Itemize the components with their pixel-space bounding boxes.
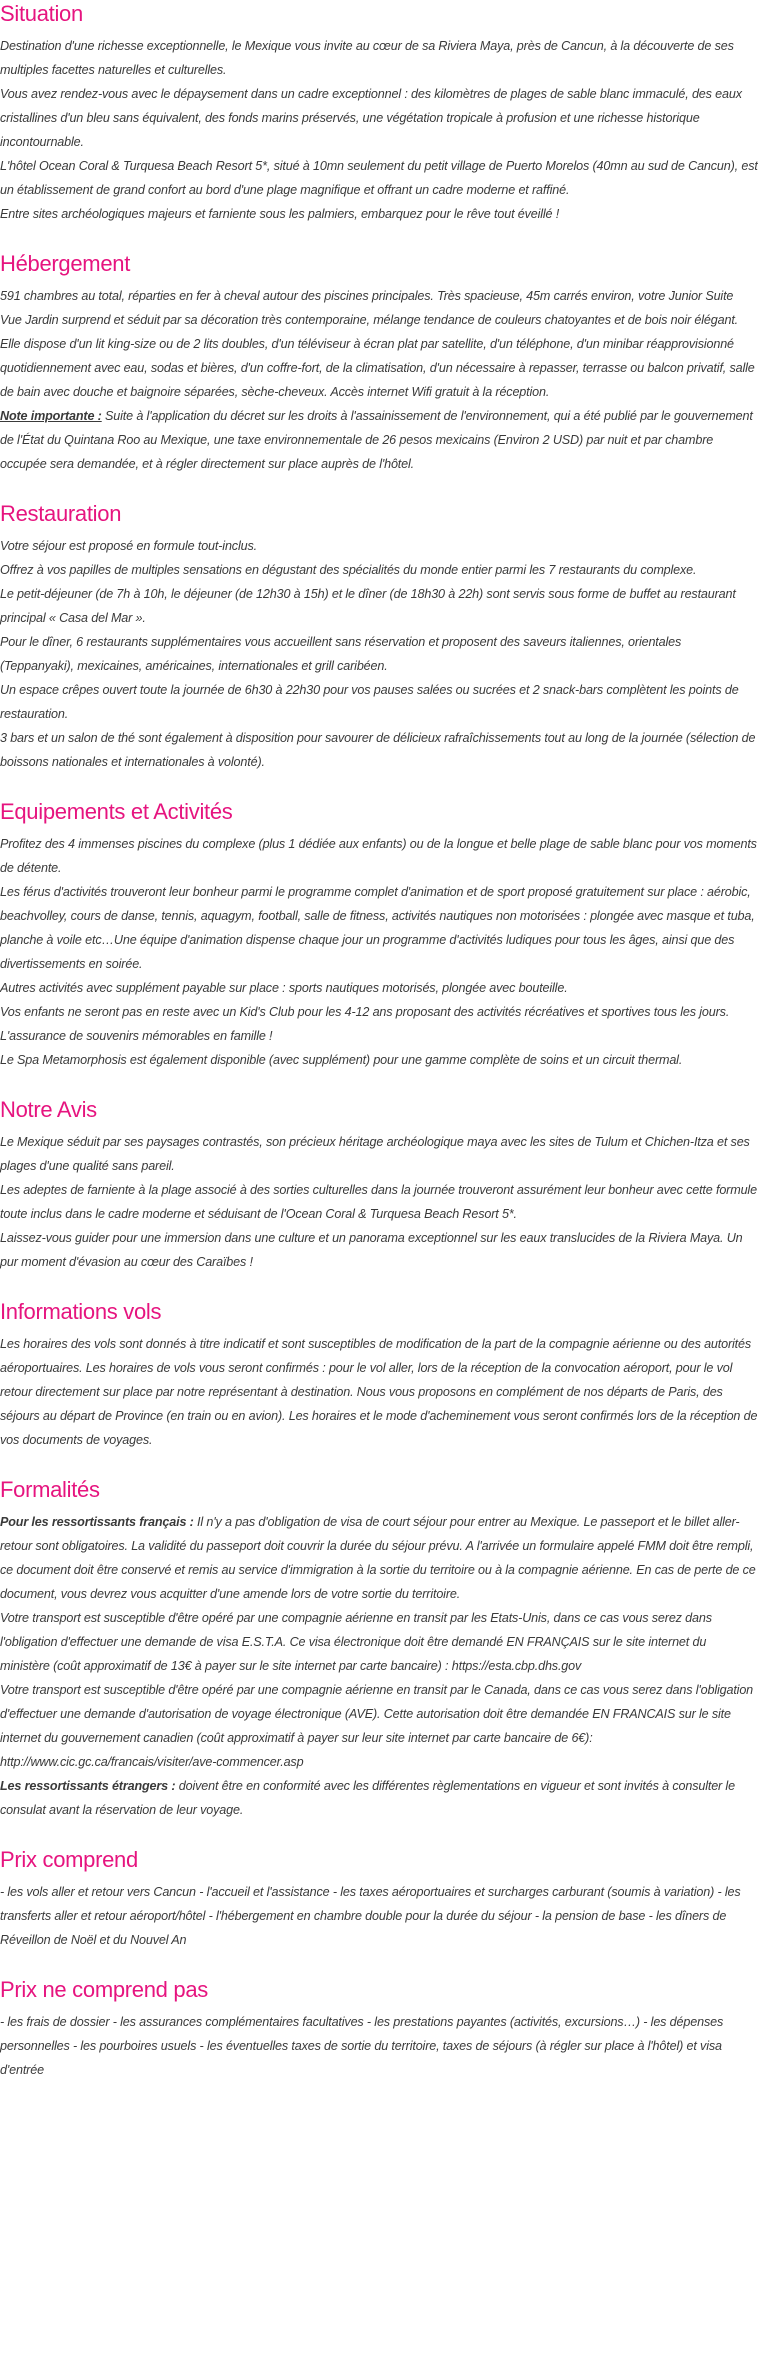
section-title-formalites: Formalités	[0, 1477, 100, 1502]
paragraph: L'hôtel Ocean Coral & Turquesa Beach Resort 5*, situé à 10mn seulement du petit village de Puerto Morelos (40mn au sud de Cancun), est un établissement de grand confort au bord d'une plage magnifique et offrant un cadre moderne et raffiné.	[0, 159, 758, 197]
paragraph: Vous avez rendez-vous avec le dépaysement dans un cadre exceptionnel : des kilomètres de plages de sable blanc immaculé, des eaux cristallines d'un bleu sans équivalent, des fonds marins préservés, une végétation tropicale à profusion et une richesse historique incontournable.	[0, 87, 742, 149]
section-body-avis	[0, 1130, 758, 1274]
paragraph: Laissez-vous guider pour une immersion dans une culture et un panorama exceptionnel sur les eaux translucides de la Riviera Maya. Un pur moment d'évasion au cœur des Caraïbes !	[0, 1231, 743, 1269]
francais-text: Il n'y a pas d'obligation de visa de court séjour pour entrer au Mexique. Le passeport et le billet aller-retour sont obligatoires. La validité du passeport doit couvrir la durée du séjour prévu. A l'arrivée un formulaire appelé FMM doit être rempli, ce document doit être conservé et remis au service d'immigration à la sortie du territoire ou à la compagnie aérienne. En cas de perte de ce document, vous devrez vous acquitter d'une amende lors de votre sortie du territoire.	[0, 1515, 756, 1601]
paragraph: 591 chambres au total, réparties en fer à cheval autour des piscines principales. Très spacieuse, 45m carrés environ, votre Junior Suite Vue Jardin surprend et séduit par sa décoration très contemporaine, mélange tendance de couleurs chatoyantes et de bois noir élégant.	[0, 289, 739, 327]
section-body-equipements	[0, 832, 758, 1072]
paragraph: - les vols aller et retour vers Cancun - l'accueil et l'assistance - les taxes aéroportuaires et surcharges carburant (soumis à variation) - les transferts aller et retour aéroport/hôtel - l'hébergement en chambre double pour la durée du séjour - la pension de base - les dîners de Réveillon de Noël et du Nouvel An	[0, 1885, 741, 1947]
section-title-avis: Notre Avis	[0, 1097, 97, 1122]
section-situation	[0, 0, 758, 226]
section-vols	[0, 1298, 758, 1452]
francais-label: Pour les ressortissants français :	[0, 1515, 194, 1529]
paragraph: 3 bars et un salon de thé sont également à disposition pour savourer de délicieux rafraîchissements tout au long de la journée (sélection de boissons nationales et internationales à volonté).	[0, 731, 756, 769]
paragraph: Le Spa Metamorphosis est également disponible (avec supplément) pour une gamme complète de soins et un circuit thermal.	[0, 1053, 683, 1067]
paragraph: Entre sites archéologiques majeurs et farniente sous les palmiers, embarquez pour le rêve tout éveillé !	[0, 207, 560, 221]
section-title-prix-ne-comprend: Prix ne comprend pas	[0, 1977, 208, 2002]
section-title-prix-comprend: Prix comprend	[0, 1847, 138, 1872]
paragraph: Les férus d'activités trouveront leur bonheur parmi le programme complet d'animation et de sport proposé gratuitement sur place : aérobic, beachvolley, cours de danse, tennis, aquagym, football, salle de fitness, activités nautiques non motorisées : plongée avec masque et tuba, planche à voile etc…Une équipe d'animation dispense chaque jour un programme d'activités ludiques pour tous les âges, ainsi que des divertissements en soirée.	[0, 885, 755, 971]
paragraph: Profitez des 4 immenses piscines du complexe (plus 1 dédiée aux enfants) ou de la longue et belle plage de sable blanc pour vos moments de détente.	[0, 837, 757, 875]
paragraph: Votre transport est susceptible d'être opéré par une compagnie aérienne en transit par le Canada, dans ce cas vous serez dans l'obligation d'effectuer une demande d'autorisation de voyage électronique (AVE). Cette autorisation doit être demandée EN FRANCAIS sur le site internet du gouvernement canadien (coût approximatif à payer sur leur site internet par carte bancaire de 6€): http://www.cic.gc.ca/francais/visiter/ave-commencer.asp	[0, 1683, 754, 1769]
paragraph: Elle dispose d'un lit king-size ou de 2 lits doubles, d'un téléviseur à écran plat par satellite, d'un téléphone, d'un minibar réapprovisionné quotidiennement avec eau, sodas et bières, d'un coffre-fort, de la climatisation, d'un nécessaire à repasser, terrasse ou balcon privatif, salle de bain avec douche et baignoire séparées, sèche-cheveux. Accès internet Wifi gratuit à la réception.	[0, 337, 755, 399]
etrangers-paragraph	[0, 1774, 758, 1822]
paragraph: Les horaires des vols sont donnés à titre indicatif et sont susceptibles de modification de la part de la compagnie aérienne ou des autorités aéroportuaires. Les horaires de vols vous seront confirmés : pour le vol aller, lors de la réception de la convocation aéroport, pour le vol retour directement sur place par notre représentant à destination. Nous vous proposons en complément de nos départs de Paris, des séjours au départ de Province (en train ou en avion). Les horaires et le mode d'acheminement vous seront confirmés lors de la réception de vos documents de voyages.	[0, 1337, 758, 1447]
paragraph: - les frais de dossier - les assurances complémentaires facultatives - les prestations payantes (activités, excursions…) - les dépenses personnelles - les pourboires usuels - les éventuelles taxes de sortie du territoire, taxes de séjours (à régler sur place à l'hôtel) et visa d'entrée	[0, 2015, 724, 2077]
section-title-equipements: Equipements et Activités	[0, 799, 233, 824]
section-prix-ne-comprend	[0, 1976, 758, 2082]
section-body-prix-ne-comprend	[0, 2010, 758, 2082]
section-title-vols: Informations vols	[0, 1299, 162, 1324]
paragraph: Un espace crêpes ouvert toute la journée de 6h30 à 22h30 pour vos pauses salées ou sucrées et 2 snack-bars complètent les points de restauration.	[0, 683, 739, 721]
section-hebergement	[0, 250, 758, 476]
section-body-restauration	[0, 534, 758, 774]
section-body-hebergement	[0, 284, 758, 476]
section-avis	[0, 1096, 758, 1274]
section-equipements	[0, 798, 758, 1072]
note-label: Note importante :	[0, 409, 102, 423]
paragraph: Autres activités avec supplément payable sur place : sports nautiques motorisés, plongée avec bouteille.	[0, 981, 568, 995]
paragraph: Vos enfants ne seront pas en reste avec un Kid's Club pour les 4-12 ans proposant des activités récréatives et sportives tous les jours. L'assurance de souvenirs mémorables en famille !	[0, 1005, 730, 1043]
paragraph: Destination d'une richesse exceptionnelle, le Mexique vous invite au cœur de sa Riviera Maya, près de Cancun, à la découverte de ses multiples facettes naturelles et culturelles.	[0, 39, 734, 77]
etrangers-text: doivent être en conformité avec les différentes règlementations en vigueur et sont invités à consulter le consulat avant la réservation de leur voyage.	[0, 1779, 735, 1817]
etrangers-label: Les ressortissants étrangers :	[0, 1779, 176, 1793]
section-body-prix-comprend	[0, 1880, 758, 1952]
francais-paragraph	[0, 1510, 758, 1606]
paragraph: Le Mexique séduit par ses paysages contrastés, son précieux héritage archéologique maya avec les sites de Tulum et Chichen-Itza et ses plages d'une qualité sans pareil.	[0, 1135, 750, 1173]
section-title-hebergement: Hébergement	[0, 251, 130, 276]
paragraph: Pour le dîner, 6 restaurants supplémentaires vous accueillent sans réservation et proposent des saveurs italiennes, orientales (Teppanyaki), mexicaines, américaines, internationales et grill caribéen.	[0, 635, 682, 673]
section-prix-comprend	[0, 1846, 758, 1952]
section-restauration	[0, 500, 758, 774]
section-formalites	[0, 1476, 758, 1822]
section-body-situation	[0, 34, 758, 226]
note-paragraph	[0, 404, 758, 476]
section-body-formalites	[0, 1510, 758, 1822]
paragraph: Offrez à vos papilles de multiples sensations en dégustant des spécialités du monde entier parmi les 7 restaurants du complexe.	[0, 563, 697, 577]
paragraph: Votre séjour est proposé en formule tout-inclus.	[0, 539, 257, 553]
paragraph: Votre transport est susceptible d'être opéré par une compagnie aérienne en transit par les Etats-Unis, dans ce cas vous serez dans l'obligation d'effectuer une demande de visa E.S.T.A. Ce visa électronique doit être demandé EN FRANÇAIS sur le site internet du ministère (coût approximatif de 13€ à payer sur le site internet par carte bancaire) : https://esta.cbp.dhs.gov	[0, 1611, 712, 1673]
section-body-vols	[0, 1332, 758, 1452]
note-text: Suite à l'application du décret sur les droits à l'assainissement de l'environnement, qui a été publié par le gouvernement de l'État du Quintana Roo au Mexique, une taxe environnementale de 26 pesos mexicains (Environ 2 USD) par nuit et par chambre occupée sera demandée, et à régler directement sur place auprès de l'hôtel.	[0, 409, 753, 471]
section-title-situation: Situation	[0, 1, 83, 26]
paragraph: Les adeptes de farniente à la plage associé à des sorties culturelles dans la journée trouveront assurément leur bonheur avec cette formule toute inclus dans le cadre moderne et séduisant de l'Ocean Coral & Turquesa Beach Resort 5*.	[0, 1183, 757, 1221]
paragraph: Le petit-déjeuner (de 7h à 10h, le déjeuner (de 12h30 à 15h) et le dîner (de 18h30 à 22h) sont servis sous forme de buffet au restaurant principal « Casa del Mar ».	[0, 587, 736, 625]
section-title-restauration: Restauration	[0, 501, 122, 526]
